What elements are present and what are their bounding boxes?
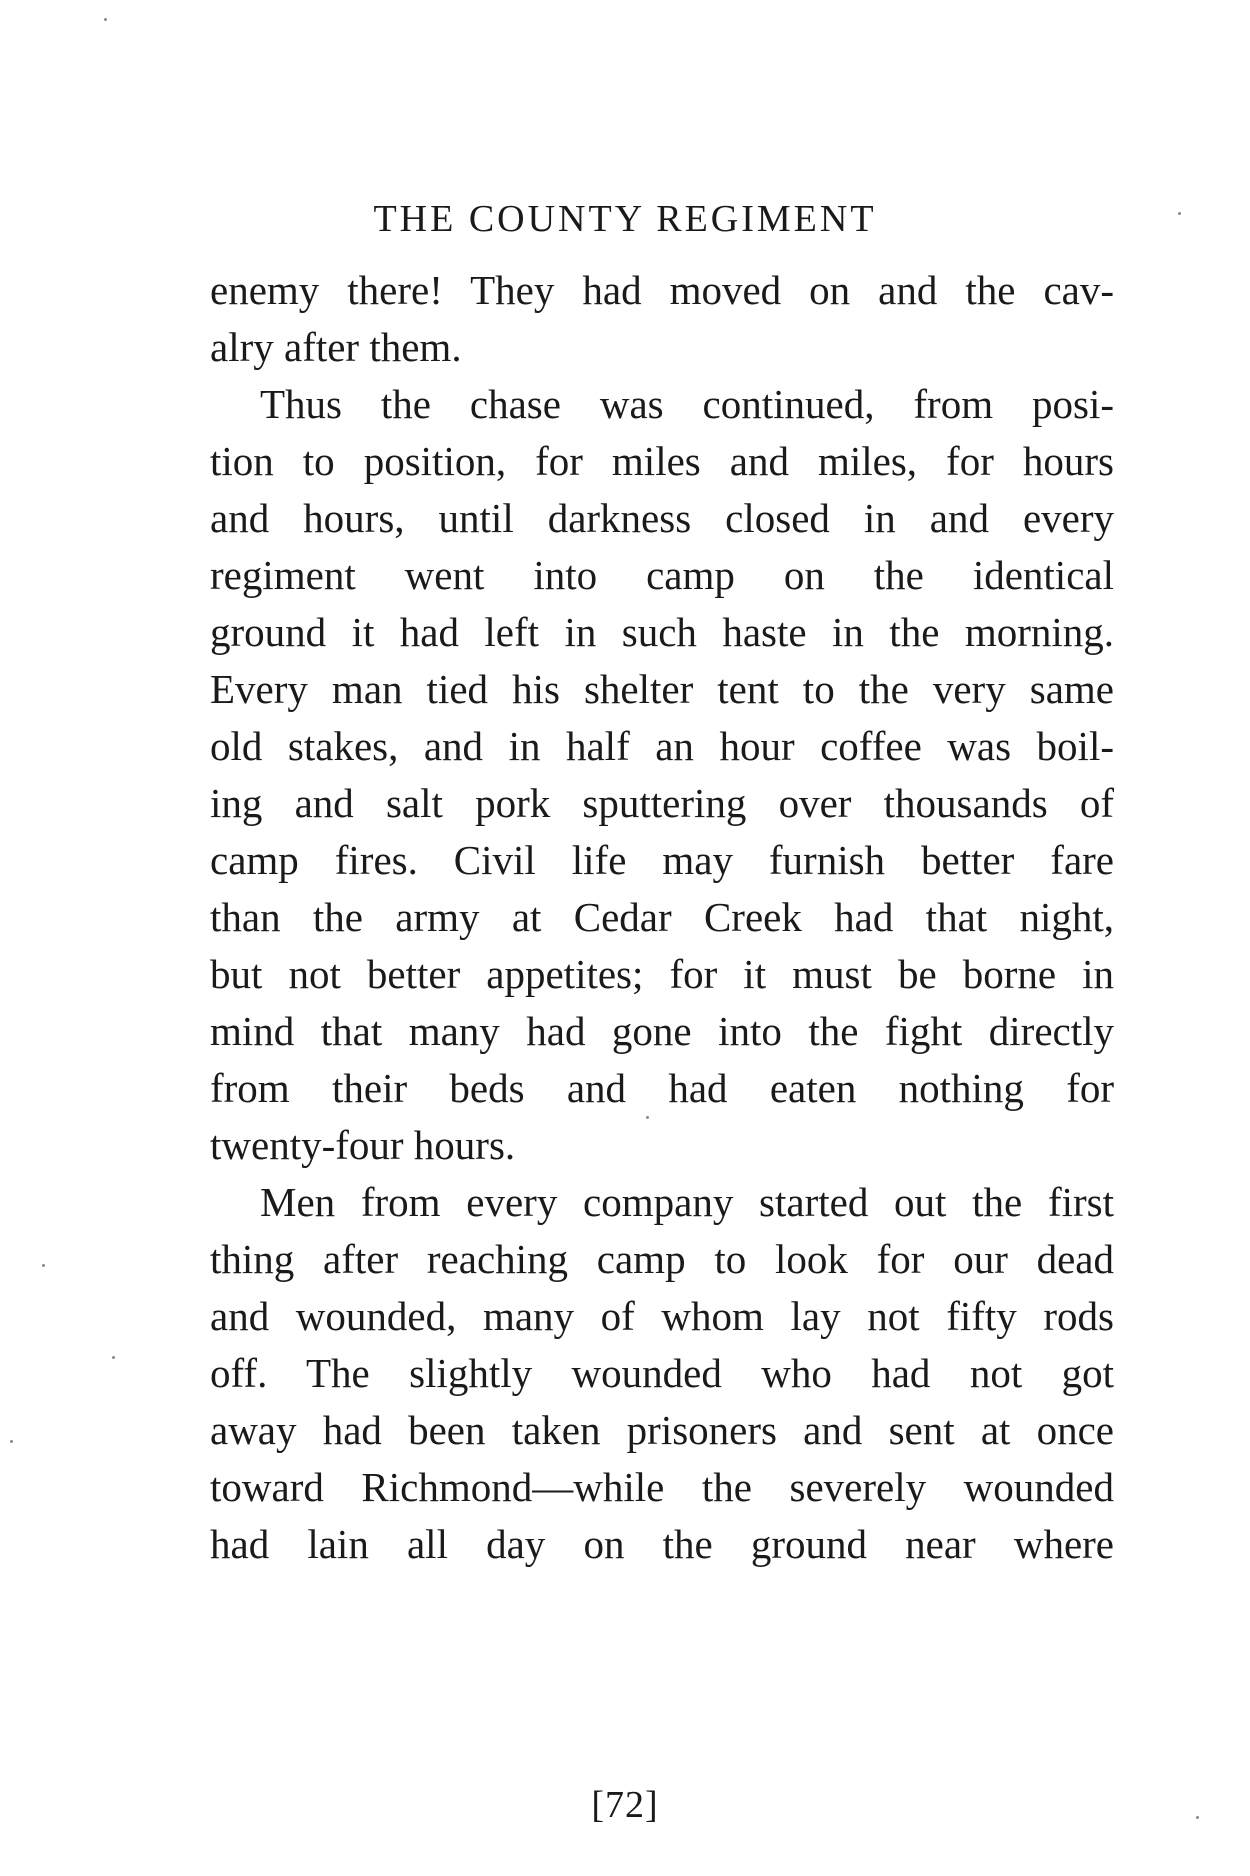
scan-speck — [646, 1116, 649, 1119]
text-line: old stakes, and in half an hour coffee was boil- — [210, 723, 1114, 769]
text-line: alry after them. — [210, 324, 462, 370]
text-line: tion to position, for miles and miles, for hours — [210, 438, 1114, 484]
text-line: toward Richmond—while the severely wounded — [210, 1464, 1114, 1510]
running-head: THE COUNTY REGIMENT — [373, 198, 877, 240]
text-line: away had been taken prisoners and sent at once — [210, 1407, 1114, 1453]
scan-speck — [112, 1356, 115, 1359]
scan-speck — [1196, 1816, 1199, 1819]
body-text — [210, 262, 1114, 1573]
scan-speck — [104, 18, 107, 21]
text-line: Men from every company started out the first — [260, 1179, 1114, 1225]
text-line: than the army at Cedar Creek had that night, — [210, 894, 1114, 940]
text-line: Thus the chase was continued, from posi- — [260, 381, 1114, 427]
text-line: twenty-four hours. — [210, 1122, 516, 1168]
scan-speck — [42, 1264, 45, 1267]
text-line: camp fires. Civil life may furnish better fare — [210, 837, 1114, 883]
text-line: ing and salt pork sputtering over thousands of — [210, 780, 1114, 826]
text-line: enemy there! They had moved on and the cav- — [210, 267, 1114, 313]
page-number: [72] — [591, 1784, 659, 1826]
text-line: but not better appetites; for it must be borne in — [210, 951, 1114, 997]
text-line: regiment went into camp on the identical — [210, 552, 1114, 598]
text-line: mind that many had gone into the fight directly — [210, 1008, 1114, 1054]
text-line: and hours, until darkness closed in and every — [210, 495, 1114, 541]
text-line: and wounded, many of whom lay not fifty rods — [210, 1293, 1114, 1339]
scan-speck — [1178, 212, 1181, 215]
text-line: Every man tied his shelter tent to the very same — [210, 666, 1114, 712]
scan-speck — [10, 1440, 13, 1443]
text-line: from their beds and had eaten nothing for — [210, 1065, 1114, 1111]
text-line: had lain all day on the ground near where — [210, 1521, 1114, 1567]
text-line: thing after reaching camp to look for our dead — [210, 1236, 1114, 1282]
text-line: ground it had left in such haste in the morning. — [210, 609, 1114, 655]
text-line: off. The slightly wounded who had not got — [210, 1350, 1114, 1396]
